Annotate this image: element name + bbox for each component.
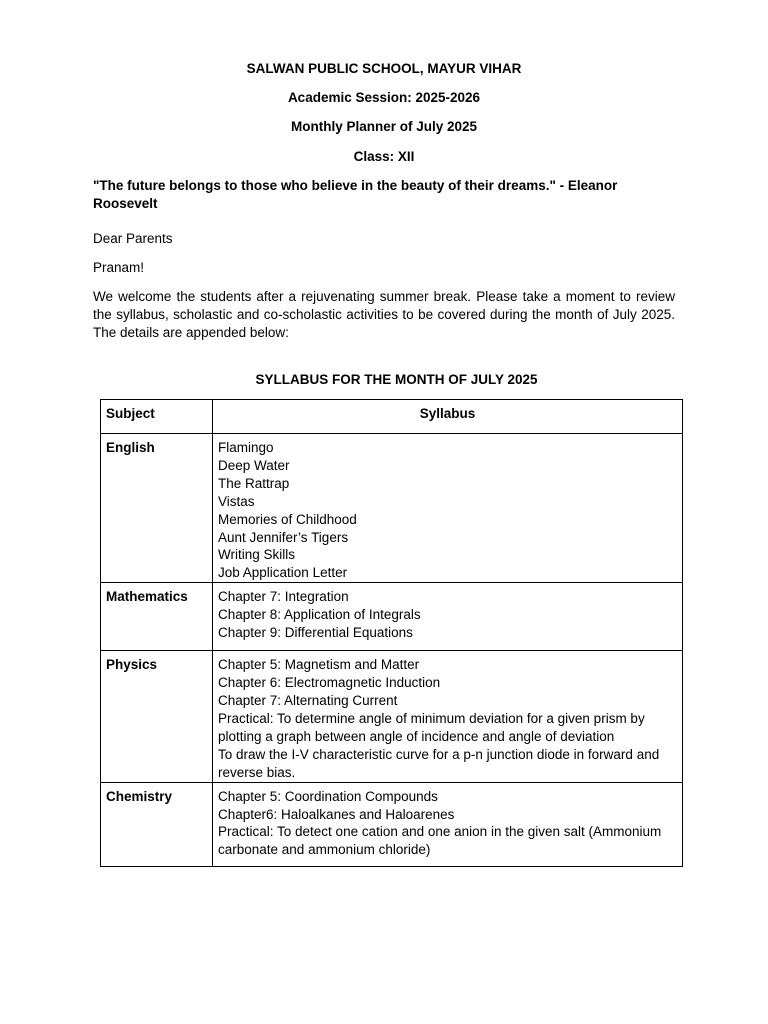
table-row [101, 434, 683, 583]
subject-cell: Mathematics [101, 583, 213, 651]
syllabus-item: Chapter 5: Coordination Compounds [218, 788, 438, 804]
subject-cell: English [101, 434, 213, 583]
syllabus-item: Chapter6: Haloalkanes and Haloarenes [218, 806, 455, 822]
table-row [101, 782, 683, 866]
school-name: SALWAN PUBLIC SCHOOL, MAYUR VIHAR [246, 61, 522, 76]
syllabus-item: Memories of Childhood [218, 511, 357, 527]
syllabus-item: The Rattrap [218, 475, 290, 491]
salutation: Dear Parents [93, 231, 173, 246]
syllabus-cell [213, 651, 683, 782]
syllabus-item: Job Application Letter [218, 565, 348, 581]
syllabus-item: To draw the I-V characteristic curve for a p-n junction diode in forward and reverse bias. [218, 746, 660, 780]
syllabus-item: Flamingo [218, 440, 274, 455]
syllabus-item: Chapter 5: Magnetism and Matter [218, 657, 420, 673]
syllabus-item: Vistas [218, 493, 255, 509]
table-row [101, 583, 683, 651]
syllabus-table-title: SYLLABUS FOR THE MONTH OF JULY 2025 [255, 372, 538, 387]
syllabus-item: Chapter 7: Integration [218, 589, 349, 605]
class-label: Class: XII [353, 149, 415, 164]
syllabus-item: Practical: To detect one cation and one anion in the given salt (Ammonium carbonate and ammonium chloride) [218, 824, 662, 858]
syllabus-item: Deep Water [218, 457, 290, 473]
syllabus-cell [213, 434, 683, 583]
subject-cell: Chemistry [101, 782, 213, 866]
syllabus-cell [213, 782, 683, 866]
table-row [101, 651, 683, 782]
greeting: Pranam! [93, 260, 145, 275]
syllabus-item: Aunt Jennifer’s Tigers [218, 529, 349, 545]
subject-column-header: Subject [101, 400, 213, 434]
syllabus-item: Chapter 8: Application of Integrals [218, 607, 421, 623]
academic-session: Academic Session: 2025-2026 [287, 90, 481, 105]
syllabus-item: Chapter 7: Alternating Current [218, 693, 398, 709]
syllabus-cell [213, 583, 683, 651]
planner-title: Monthly Planner of July 2025 [290, 119, 478, 134]
syllabus-item: Practical: To determine angle of minimum deviation for a given prism by plotting a graph between angle of incidence and angle of deviation [218, 710, 645, 744]
syllabus-item: Chapter 9: Differential Equations [218, 625, 413, 641]
syllabus-table [100, 399, 683, 867]
intro-paragraph: We welcome the students after a rejuvenating summer break. Please take a moment to review the syllabus, scholastic and co-scholastic activities to be covered during the month of July 2025. The details are appended below: [93, 289, 675, 340]
syllabus-item: Writing Skills [218, 547, 296, 563]
table-header-row [101, 400, 683, 434]
syllabus-item: Chapter 6: Electromagnetic Induction [218, 675, 441, 691]
syllabus-column-header: Syllabus [213, 400, 683, 434]
quote: "The future belongs to those who believe in the beauty of their dreams." - Eleanor Roosevelt [93, 178, 618, 211]
subject-cell: Physics [101, 651, 213, 782]
